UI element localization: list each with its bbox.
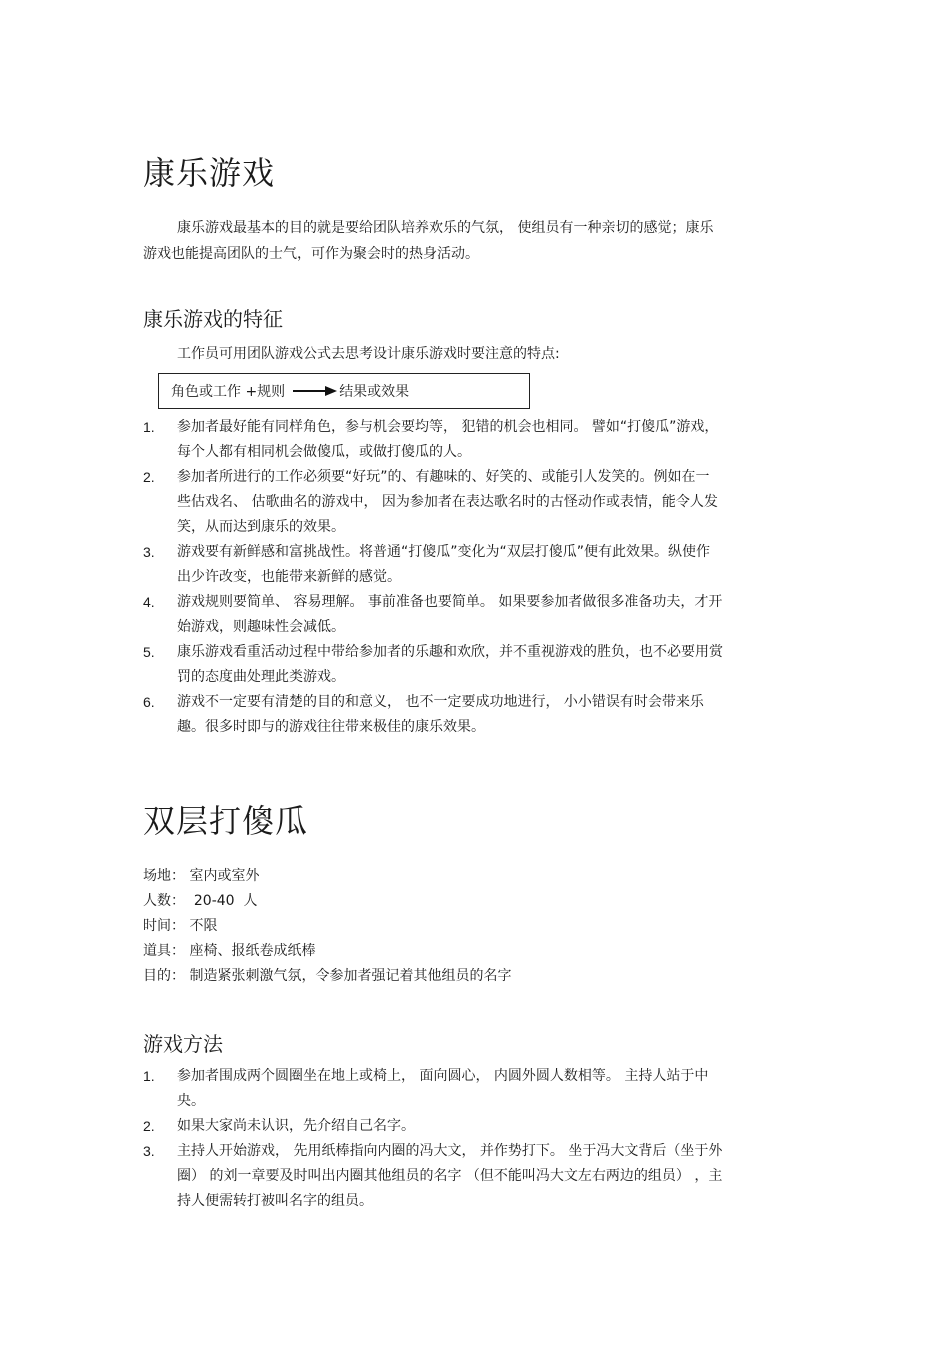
info-purpose: 目的： 制造紧张刺激气氛，令参加者强记着其他组员的名字 (143, 968, 512, 984)
list-item (143, 540, 723, 590)
list-item (143, 1114, 723, 1139)
list-item (143, 415, 723, 465)
list-item (143, 590, 723, 640)
features-intro: 工作员可用团队游戏公式去思考设计康乐游戏时要注意的特点: (177, 346, 560, 362)
info-time: 时间： 不限 (143, 918, 218, 934)
info-venue: 场地： 室内或室外 (143, 868, 260, 884)
info-players: 人数： 20-40 人 (143, 893, 258, 909)
list-text: 游戏要有新鲜感和富挑战性。将普通“打傻瓜”变化为“双层打傻瓜”便有此效果。纵使作出少许改变，也能带来新鲜的感觉。 (177, 544, 711, 585)
list-number: 5. (143, 644, 155, 660)
list-item (143, 1139, 723, 1214)
list-item (143, 465, 723, 540)
list-number: 2. (143, 1118, 155, 1134)
list-item (143, 1064, 723, 1114)
formula-right: 结果或效果 (339, 384, 410, 400)
intro-paragraph: 康乐游戏最基本的目的就是要给团队培养欢乐的气氛， 使组员有一种亲切的感觉；康乐游戏也能提高团队的士气，可作为聚会时的热身活动。 (143, 220, 714, 262)
list-number: 2. (143, 469, 155, 485)
formula-left: 角色或工作 +规则 (171, 384, 286, 400)
game-info (143, 864, 511, 989)
list-number: 4. (143, 594, 155, 610)
list-text: 如果大家尚未认识，先介绍自己名字。 (177, 1118, 415, 1134)
list-number: 3. (143, 1143, 155, 1159)
list-text: 参加者最好能有同样角色，参与机会要均等， 犯错的机会也相同。 譬如“打傻瓜”游戏，每个人都有相同机会做傻瓜，或做打傻瓜的人。 (177, 419, 719, 460)
method-list (143, 1064, 723, 1214)
section-heading-features: 康乐游戏的特征 (143, 307, 283, 331)
page-title: 康乐游戏 (143, 154, 276, 192)
section-heading-method: 游戏方法 (143, 1032, 223, 1056)
list-text: 康乐游戏看重活动过程中带给参加者的乐趣和欢欣，并不重视游戏的胜负，也不必要用赏罚的态度曲处理此类游戏。 (177, 644, 723, 685)
list-number: 1. (143, 1068, 155, 1084)
features-list (143, 415, 723, 740)
list-number: 6. (143, 694, 155, 710)
formula-box (158, 373, 530, 409)
list-text: 游戏不一定要有清楚的目的和意义， 也不一定要成功地进行， 小小错误有时会带来乐趣。很多时即与的游戏往往带来极佳的康乐效果。 (177, 694, 704, 735)
list-text: 游戏规则要简单、 容易理解。 事前准备也要简单。 如果要参加者做很多准备功夫，才开始游戏，则趣味性会减低。 (177, 594, 723, 635)
game-title: 双层打傻瓜 (143, 802, 309, 840)
list-text: 参加者所进行的工作必须要“好玩”的、有趣味的、好笑的、或能引人发笑的。例如在一些估戏名、 估歌曲名的游戏中， 因为参加者在表达歌名时的古怪动作或表情，能令人发笑，从而达到康乐的效果。 (177, 469, 718, 535)
info-props: 道具： 座椅、报纸卷成纸棒 (143, 943, 316, 959)
list-text: 主持人开始游戏， 先用纸棒指向内圈的冯大文， 并作势打下。 坐于冯大文背后（坐于外圈） 的刘一章要及时叫出内圈其他组员的名字 （但不能叫冯大文左右两边的组员） ，主持人便需转打被叫名字的组员。 (177, 1143, 723, 1209)
list-item (143, 690, 723, 740)
arrow-right-icon (293, 385, 337, 397)
list-number: 3. (143, 544, 155, 560)
list-item (143, 640, 723, 690)
list-number: 1. (143, 419, 155, 435)
list-text: 参加者围成两个圆圈坐在地上或椅上， 面向圆心， 内圆外圆人数相等。 主持人站于中央。 (177, 1068, 709, 1109)
